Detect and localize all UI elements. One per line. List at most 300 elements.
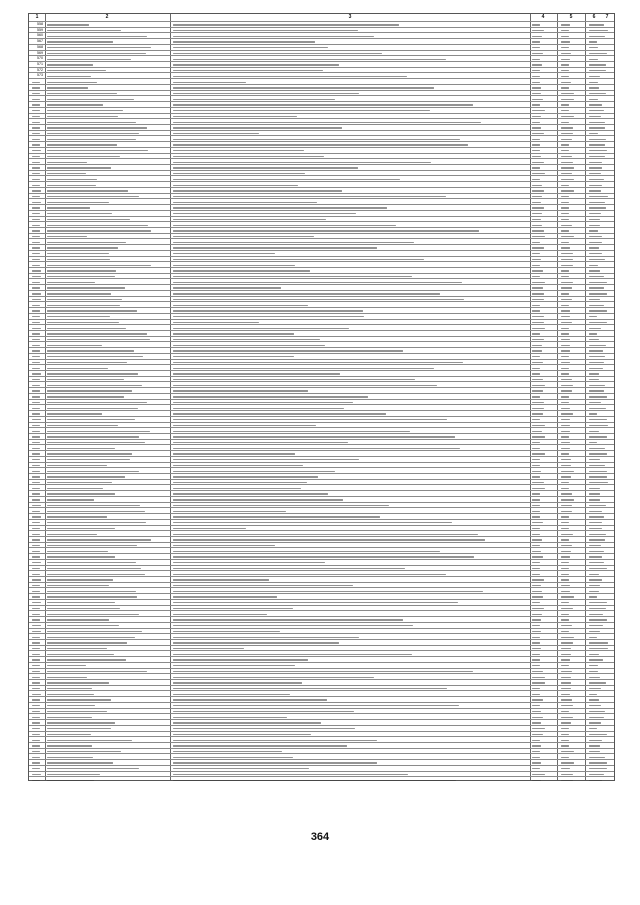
illegible-text <box>47 522 146 523</box>
illegible-text <box>589 774 604 775</box>
illegible-text <box>561 562 569 563</box>
illegible-text <box>561 36 569 37</box>
illegible-text <box>47 614 139 615</box>
row-number: 569 <box>37 50 43 55</box>
illegible-text <box>589 36 605 37</box>
column-number: 6 <box>592 14 596 20</box>
illegible-text <box>589 185 602 186</box>
illegible-text <box>589 614 603 615</box>
illegible-text <box>32 236 40 237</box>
illegible-text <box>561 413 573 414</box>
illegible-text <box>532 705 540 706</box>
illegible-text <box>561 637 574 638</box>
illegible-text <box>532 757 540 758</box>
illegible-text <box>47 236 87 237</box>
illegible-text <box>47 459 130 460</box>
illegible-text <box>32 671 40 672</box>
illegible-text <box>532 190 544 191</box>
illegible-text <box>561 362 570 363</box>
illegible-text <box>173 350 403 351</box>
illegible-text <box>47 299 122 300</box>
illegible-text <box>561 213 569 214</box>
illegible-text <box>561 350 570 351</box>
illegible-text <box>589 728 597 729</box>
illegible-text <box>47 196 139 197</box>
illegible-text <box>32 207 40 208</box>
illegible-text <box>173 482 307 483</box>
illegible-text <box>173 551 440 552</box>
illegible-text <box>561 53 571 54</box>
illegible-text <box>32 528 40 529</box>
illegible-text <box>173 591 483 592</box>
illegible-text <box>47 682 109 683</box>
illegible-text <box>532 122 540 123</box>
illegible-text <box>561 167 574 168</box>
illegible-text <box>47 608 120 609</box>
end-year-cell <box>561 777 583 782</box>
illegible-text <box>32 339 40 340</box>
illegible-text <box>561 179 574 180</box>
illegible-text <box>32 265 40 266</box>
illegible-text <box>32 602 41 603</box>
illegible-text <box>47 259 110 260</box>
illegible-text <box>561 648 571 649</box>
illegible-text <box>32 316 40 317</box>
illegible-text <box>173 276 412 277</box>
illegible-text <box>32 253 40 254</box>
illegible-text <box>589 534 606 535</box>
illegible-text <box>532 614 542 615</box>
illegible-text <box>47 671 147 672</box>
illegible-text <box>532 139 540 140</box>
illegible-text <box>589 356 605 357</box>
illegible-text <box>32 551 40 552</box>
illegible-text <box>561 190 574 191</box>
illegible-text <box>532 30 544 31</box>
illegible-text <box>532 76 540 77</box>
illegible-text <box>561 396 569 397</box>
illegible-text <box>173 310 363 311</box>
illegible-text <box>47 448 115 449</box>
illegible-text <box>173 265 295 266</box>
illegible-text <box>32 448 40 449</box>
illegible-text <box>589 144 605 145</box>
illegible-text <box>32 699 40 700</box>
illegible-text <box>589 677 600 678</box>
illegible-text <box>532 179 540 180</box>
illegible-text <box>173 127 342 128</box>
illegible-text <box>173 665 295 666</box>
illegible-text <box>173 390 308 391</box>
illegible-text <box>561 642 573 643</box>
illegible-text <box>532 471 541 472</box>
illegible-text <box>47 253 109 254</box>
illegible-text <box>561 30 569 31</box>
illegible-text <box>47 453 132 454</box>
illegible-text <box>589 551 604 552</box>
illegible-text <box>589 734 607 735</box>
illegible-text <box>173 385 437 386</box>
illegible-text <box>32 488 40 489</box>
illegible-text <box>47 93 117 94</box>
illegible-text <box>47 757 93 758</box>
illegible-text <box>173 740 377 741</box>
column-number: 4 <box>541 14 545 20</box>
illegible-text <box>32 545 40 546</box>
illegible-text <box>589 373 599 374</box>
illegible-text <box>47 322 119 323</box>
illegible-text <box>532 47 540 48</box>
illegible-text <box>47 139 136 140</box>
illegible-text <box>173 190 342 191</box>
illegible-text <box>32 282 40 283</box>
illegible-text <box>173 144 468 145</box>
illegible-text <box>32 190 41 191</box>
illegible-text <box>532 436 545 437</box>
illegible-text <box>32 442 40 443</box>
illegible-text <box>32 568 40 569</box>
illegible-text <box>589 259 605 260</box>
illegible-text <box>32 499 40 500</box>
illegible-text <box>32 534 40 535</box>
illegible-text <box>532 379 543 380</box>
illegible-text <box>173 722 321 723</box>
column-number: 5 <box>569 14 573 20</box>
illegible-text <box>173 230 479 231</box>
illegible-text <box>173 442 348 443</box>
illegible-text <box>561 568 569 569</box>
illegible-text <box>589 362 604 363</box>
row-number: 573 <box>37 73 43 78</box>
illegible-text <box>32 82 40 83</box>
illegible-text <box>532 350 542 351</box>
illegible-text <box>561 596 574 597</box>
illegible-text <box>47 505 140 506</box>
illegible-text <box>32 625 41 626</box>
illegible-text <box>173 522 452 523</box>
row-number: 567 <box>37 39 43 44</box>
illegible-text <box>47 728 111 729</box>
illegible-text <box>561 717 573 718</box>
illegible-text <box>589 127 605 128</box>
illegible-text <box>561 688 571 689</box>
illegible-text <box>173 751 282 752</box>
illegible-text <box>173 82 246 83</box>
illegible-text <box>532 774 545 775</box>
illegible-text <box>532 230 544 231</box>
illegible-text <box>589 390 604 391</box>
illegible-text <box>532 259 541 260</box>
illegible-text <box>32 276 41 277</box>
illegible-text <box>561 328 569 329</box>
illegible-text <box>32 574 40 575</box>
illegible-text <box>173 339 320 340</box>
illegible-text <box>589 202 605 203</box>
illegible-text <box>47 310 137 311</box>
illegible-text <box>32 722 40 723</box>
illegible-text <box>589 717 604 718</box>
illegible-text <box>173 471 335 472</box>
illegible-text <box>32 585 40 586</box>
illegible-text <box>173 287 281 288</box>
illegible-text <box>532 362 543 363</box>
illegible-text <box>561 493 572 494</box>
illegible-text <box>32 305 40 306</box>
illegible-text <box>47 207 90 208</box>
illegible-text <box>47 339 150 340</box>
illegible-text <box>173 688 447 689</box>
illegible-text <box>173 717 287 718</box>
illegible-text <box>589 47 598 48</box>
illegible-text <box>561 740 569 741</box>
illegible-text <box>532 688 540 689</box>
illegible-text <box>173 270 310 271</box>
illegible-text <box>173 76 407 77</box>
illegible-text <box>589 310 607 311</box>
illegible-text <box>561 259 573 260</box>
illegible-text <box>561 482 569 483</box>
illegible-text <box>532 413 543 414</box>
illegible-text <box>589 64 606 65</box>
illegible-text <box>173 465 303 466</box>
illegible-text <box>47 316 110 317</box>
illegible-text <box>173 225 396 226</box>
illegible-text <box>173 70 323 71</box>
illegible-text <box>561 41 570 42</box>
illegible-text <box>32 230 40 231</box>
illegible-text <box>32 596 40 597</box>
illegible-text <box>32 642 40 643</box>
illegible-text <box>532 339 544 340</box>
illegible-text <box>589 322 607 323</box>
illegible-text <box>589 740 602 741</box>
illegible-text <box>589 190 601 191</box>
illegible-text <box>47 328 126 329</box>
illegible-text <box>532 453 545 454</box>
illegible-text <box>561 156 572 157</box>
illegible-text <box>32 122 40 123</box>
illegible-text <box>561 99 574 100</box>
illegible-text <box>532 207 544 208</box>
illegible-text <box>589 293 607 294</box>
illegible-text <box>589 396 607 397</box>
illegible-text <box>47 745 92 746</box>
illegible-text <box>589 768 607 769</box>
illegible-text <box>47 373 138 374</box>
illegible-text <box>47 471 139 472</box>
illegible-text <box>561 659 570 660</box>
illegible-text <box>532 522 543 523</box>
illegible-text <box>589 305 604 306</box>
illegible-text <box>47 780 94 781</box>
illegible-text <box>32 768 40 769</box>
illegible-text <box>47 602 115 603</box>
illegible-text <box>589 225 600 226</box>
illegible-text <box>589 556 602 557</box>
illegible-text <box>561 219 569 220</box>
illegible-text <box>532 476 540 477</box>
illegible-text <box>532 671 543 672</box>
illegible-text <box>47 156 120 157</box>
illegible-text <box>173 671 473 672</box>
illegible-text <box>589 339 599 340</box>
illegible-text <box>173 694 290 695</box>
illegible-text <box>173 110 430 111</box>
illegible-text <box>561 654 571 655</box>
illegible-text <box>589 574 599 575</box>
illegible-text <box>47 499 94 500</box>
illegible-text <box>532 619 541 620</box>
illegible-text <box>173 30 358 31</box>
illegible-text <box>561 150 569 151</box>
illegible-text <box>32 396 40 397</box>
illegible-text <box>173 47 328 48</box>
illegible-text <box>561 545 572 546</box>
illegible-text <box>589 162 602 163</box>
illegible-text <box>589 516 604 517</box>
illegible-text <box>561 745 569 746</box>
illegible-text <box>32 87 40 88</box>
illegible-text <box>532 516 540 517</box>
illegible-text <box>589 139 606 140</box>
illegible-text <box>47 110 123 111</box>
illegible-text <box>589 699 599 700</box>
illegible-text <box>47 379 124 380</box>
illegible-text <box>47 350 134 351</box>
illegible-text <box>173 774 408 775</box>
illegible-text <box>561 116 574 117</box>
illegible-text <box>173 528 246 529</box>
illegible-text <box>589 402 601 403</box>
illegible-text <box>589 448 605 449</box>
illegible-text <box>47 596 137 597</box>
illegible-text <box>47 185 96 186</box>
illegible-text <box>173 396 368 397</box>
illegible-text <box>47 568 141 569</box>
illegible-text <box>532 64 542 65</box>
illegible-text <box>47 585 109 586</box>
illegible-text <box>561 665 569 666</box>
illegible-text <box>532 287 543 288</box>
illegible-text <box>561 242 569 243</box>
illegible-text <box>561 734 569 735</box>
illegible-text <box>589 505 606 506</box>
illegible-text <box>532 711 541 712</box>
illegible-text <box>32 213 40 214</box>
illegible-text <box>47 648 107 649</box>
illegible-text <box>532 225 542 226</box>
illegible-text <box>47 213 112 214</box>
illegible-text <box>173 293 440 294</box>
illegible-text <box>47 751 121 752</box>
illegible-text <box>532 282 545 283</box>
illegible-text <box>589 425 608 426</box>
illegible-text <box>589 230 598 231</box>
illegible-text <box>561 236 574 237</box>
illegible-text <box>589 642 608 643</box>
illegible-text <box>532 41 540 42</box>
illegible-text <box>589 659 603 660</box>
illegible-text <box>47 425 118 426</box>
illegible-text <box>532 87 541 88</box>
column-number: 2 <box>105 14 109 20</box>
illegible-text <box>532 734 543 735</box>
illegible-text <box>47 579 113 580</box>
illegible-text <box>32 774 41 775</box>
illegible-text <box>561 574 569 575</box>
illegible-text <box>47 431 150 432</box>
illegible-text <box>589 539 605 540</box>
illegible-text <box>589 453 607 454</box>
illegible-text <box>532 545 540 546</box>
illegible-text <box>561 728 569 729</box>
illegible-text <box>589 596 597 597</box>
illegible-text <box>173 116 297 117</box>
illegible-text <box>32 247 40 248</box>
illegible-text <box>532 99 543 100</box>
illegible-text <box>561 465 571 466</box>
illegible-text <box>561 488 569 489</box>
illegible-text <box>561 431 570 432</box>
illegible-text <box>561 534 573 535</box>
illegible-text <box>589 648 608 649</box>
illegible-text <box>532 396 540 397</box>
illegible-text <box>32 425 40 426</box>
illegible-text <box>561 185 569 186</box>
illegible-text <box>173 139 460 140</box>
illegible-text <box>173 762 377 763</box>
illegible-text <box>561 196 569 197</box>
illegible-text <box>47 345 102 346</box>
illegible-text <box>561 476 571 477</box>
column-number: 1 <box>35 14 39 20</box>
illegible-text <box>532 328 545 329</box>
illegible-text <box>32 717 40 718</box>
illegible-text <box>532 768 540 769</box>
illegible-text <box>47 150 148 151</box>
illegible-text <box>589 87 599 88</box>
illegible-text <box>589 625 603 626</box>
illegible-text <box>589 499 600 500</box>
illegible-text <box>589 385 605 386</box>
illegible-text <box>32 740 40 741</box>
illegible-text <box>561 133 573 134</box>
illegible-text <box>32 780 40 781</box>
illegible-text <box>32 659 40 660</box>
illegible-text <box>561 322 572 323</box>
illegible-text <box>561 499 574 500</box>
illegible-text <box>532 116 541 117</box>
illegible-text <box>532 448 540 449</box>
illegible-text <box>561 694 570 695</box>
illegible-text <box>532 253 540 254</box>
illegible-text <box>32 619 40 620</box>
illegible-text <box>47 717 92 718</box>
illegible-text <box>47 734 91 735</box>
illegible-text <box>589 585 600 586</box>
illegible-text <box>561 768 570 769</box>
illegible-text <box>173 253 275 254</box>
illegible-text <box>47 740 132 741</box>
illegible-text <box>173 459 359 460</box>
illegible-text <box>589 196 608 197</box>
illegible-text <box>561 110 569 111</box>
illegible-text <box>32 453 40 454</box>
illegible-text <box>32 110 40 111</box>
illegible-text <box>173 585 353 586</box>
illegible-text <box>561 516 569 517</box>
illegible-text <box>173 574 446 575</box>
